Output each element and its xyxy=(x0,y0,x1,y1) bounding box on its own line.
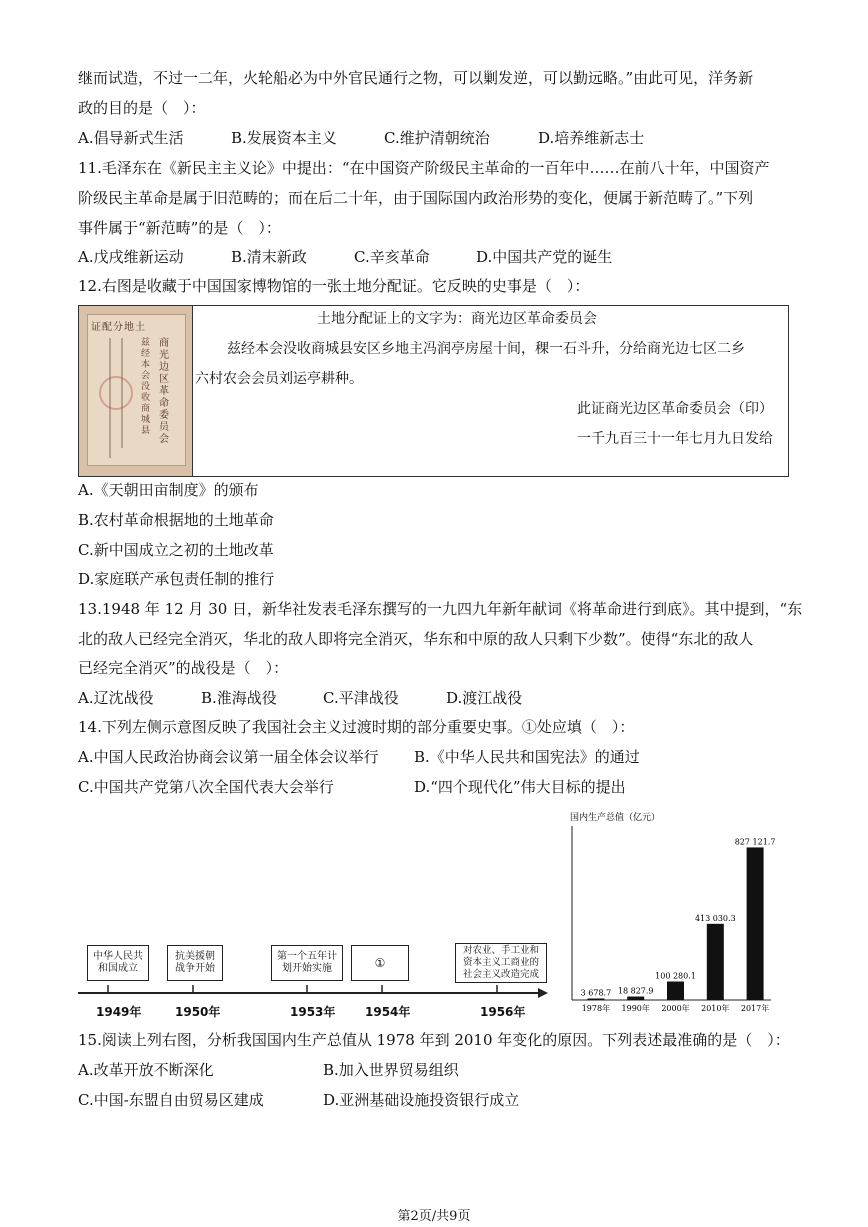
gdp-bar-2000年 xyxy=(667,982,684,1000)
q11-stem-line3: 事件属于“新范畴”的是（ ）： xyxy=(78,219,281,237)
gdp-category-label: 2010年 xyxy=(701,1004,730,1013)
gdp-bar-2017年 xyxy=(747,847,764,1000)
q10-option-a[interactable]: A.倡导新式生活 xyxy=(78,129,184,147)
q11-stem-line1: 11.毛泽东在《新民主主义论》中提出：“在中国资产阶级民主革命的一百年中……在前八十年，中国资产 xyxy=(78,159,770,177)
q14-option-d[interactable]: D.“四个现代化”伟大目标的提出 xyxy=(414,778,626,796)
gdp-bar-1978年 xyxy=(587,999,604,1001)
gdp-bar-chart xyxy=(566,808,776,1018)
q15-option-b[interactable]: B.加入世界贸易组织 xyxy=(323,1061,459,1079)
q12-option-b[interactable]: B.农村革命根据地的土地革命 xyxy=(78,511,274,529)
q13-option-d[interactable]: D.渡江战役 xyxy=(446,689,523,707)
gdp-category-label: 2017年 xyxy=(740,1004,770,1013)
gdp-bar-1990年 xyxy=(627,997,644,1000)
q13-stem-line1: 13.1948 年 12 月 30 日，新华社发表毛泽东撰写的一九四九年新年献词《将革命进行到底》。其中提到，“东 xyxy=(78,600,803,618)
gdp-value-label: 413 030.3 xyxy=(694,913,736,923)
q11-option-c[interactable]: C.辛亥革命 xyxy=(354,248,430,266)
gdp-value-label: 3 678.7 xyxy=(580,988,612,998)
q11-option-d[interactable]: D.中国共产党的诞生 xyxy=(476,248,613,266)
gdp-value-label: 18 827.9 xyxy=(617,986,654,996)
q15-stem: 15.阅读上列右图，分析我国国内生产总值从 1978 年到 2010 年变化的原因。下列表述最准确的是（ ）： xyxy=(78,1031,790,1049)
certificate-body-line1: 兹经本会没收商城县安区乡地主冯润亭房屋十间，稞一石斗升，分给商光边七区二乡 xyxy=(227,341,745,357)
timeline-event-1949: 中华人民共 和国成立 xyxy=(87,945,149,981)
gdp-value-label: 100 280.1 xyxy=(655,971,696,981)
q13-stem-line2: 北的敌人已经完全消灭，华北的敌人即将完全消灭，华东和中原的敌人只剩下少数”。使得“东北的敌人 xyxy=(78,630,754,648)
photo-column-2: 兹经本会没收商城县 xyxy=(141,338,151,436)
q12-option-d[interactable]: D.家庭联产承包责任制的推行 xyxy=(78,570,275,588)
q11-option-a[interactable]: A.戊戌维新运动 xyxy=(78,248,184,266)
certificate-photo xyxy=(79,306,193,476)
timeline-event-1950: 抗美援朝 战争开始 xyxy=(167,945,223,981)
q13-option-c[interactable]: C.平津战役 xyxy=(323,689,399,707)
timeline-event-blank-1: ① xyxy=(351,945,409,981)
timeline-event-1953: 第一个五年计 划开始实施 xyxy=(271,945,343,981)
q12-option-c[interactable]: C.新中国成立之初的土地改革 xyxy=(78,541,274,559)
q13-option-b[interactable]: B.淮海战役 xyxy=(201,689,277,707)
gdp-bar-2010年 xyxy=(707,924,724,1000)
q14-option-a[interactable]: A.中国人民政治协商会议第一届全体会议举行 xyxy=(78,748,379,766)
seal-mark xyxy=(99,376,133,410)
q14-stem: 14.下列左侧示意图反映了我国社会主义过渡时期的部分重要史事。①处应填（ ）： xyxy=(78,718,635,736)
q14-option-b[interactable]: B.《中华人民共和国宪法》的通过 xyxy=(414,748,640,766)
q10-option-b[interactable]: B.发展资本主义 xyxy=(231,129,337,147)
gdp-value-label: 827 121.7 xyxy=(734,837,776,847)
q10-option-d[interactable]: D.培养维新志士 xyxy=(538,129,645,147)
q14-option-c[interactable]: C.中国共产党第八次全国代表大会举行 xyxy=(78,778,334,796)
q12-option-a[interactable]: A.《天朝田亩制度》的颁布 xyxy=(78,481,259,499)
timeline-year-1954: 1954年 xyxy=(365,1005,411,1019)
certificate-title: 土地分配证上的文字为：商光边区革命委员会 xyxy=(317,311,597,327)
q15-option-a[interactable]: A.改革开放不断深化 xyxy=(78,1061,214,1079)
gdp-category-label: 1990年 xyxy=(621,1004,650,1013)
land-certificate xyxy=(78,305,789,477)
q10-option-c[interactable]: C.维护清朝统治 xyxy=(384,129,490,147)
photo-column-1: 商光边区革命委员会 xyxy=(159,338,169,445)
q15-option-d[interactable]: D.亚洲基础设施投资银行成立 xyxy=(323,1091,520,1109)
gdp-category-label: 2000年 xyxy=(661,1004,690,1013)
timeline-year-1956: 1956年 xyxy=(480,1005,526,1019)
q11-stem-line2: 阶级民主革命是属于旧范畴的；而在后二十年，由于国际国内政治形势的变化，便属于新范畴了。”下列 xyxy=(78,189,754,207)
q10-stem-line1: 继而试造，不过一二年，火轮船必为中外官民通行之物，可以剿发逆，可以勤远略。”由此可见，洋务新 xyxy=(78,69,754,87)
timeline-axis xyxy=(78,985,548,1001)
q12-stem: 12.右图是收藏于中国国家博物馆的一张土地分配证。它反映的史事是（ ）： xyxy=(78,277,590,295)
certificate-date: 一千九百三十一年七月九日发给 xyxy=(577,431,773,447)
q13-option-a[interactable]: A.辽沈战役 xyxy=(78,689,154,707)
q13-stem-line3: 已经完全消灭”的战役是（ ）： xyxy=(78,659,289,677)
q11-option-b[interactable]: B.清末新政 xyxy=(231,248,307,266)
timeline-year-1949: 1949年 xyxy=(96,1005,142,1019)
gdp-category-label: 1978年 xyxy=(581,1004,611,1013)
q15-option-c[interactable]: C.中国-东盟自由贸易区建成 xyxy=(78,1091,264,1109)
photo-heading: 证配分地土 xyxy=(91,322,146,333)
certificate-body-line2: 六村农会会员刘运亭耕种。 xyxy=(195,371,363,387)
page-footer: 第2页/共9页 xyxy=(397,1209,471,1224)
certificate-signature: 此证商光边区革命委员会（印） xyxy=(577,401,773,417)
timeline-event-1956: 对农业、手工业和 资本主义工商业的 社会主义改造完成 xyxy=(455,943,547,983)
timeline-year-1950: 1950年 xyxy=(175,1005,221,1019)
q10-stem-line2: 政的目的是（ ）： xyxy=(78,99,206,117)
timeline-year-1953: 1953年 xyxy=(290,1005,336,1019)
chart-title: 国内生产总值（亿元） xyxy=(570,813,661,823)
